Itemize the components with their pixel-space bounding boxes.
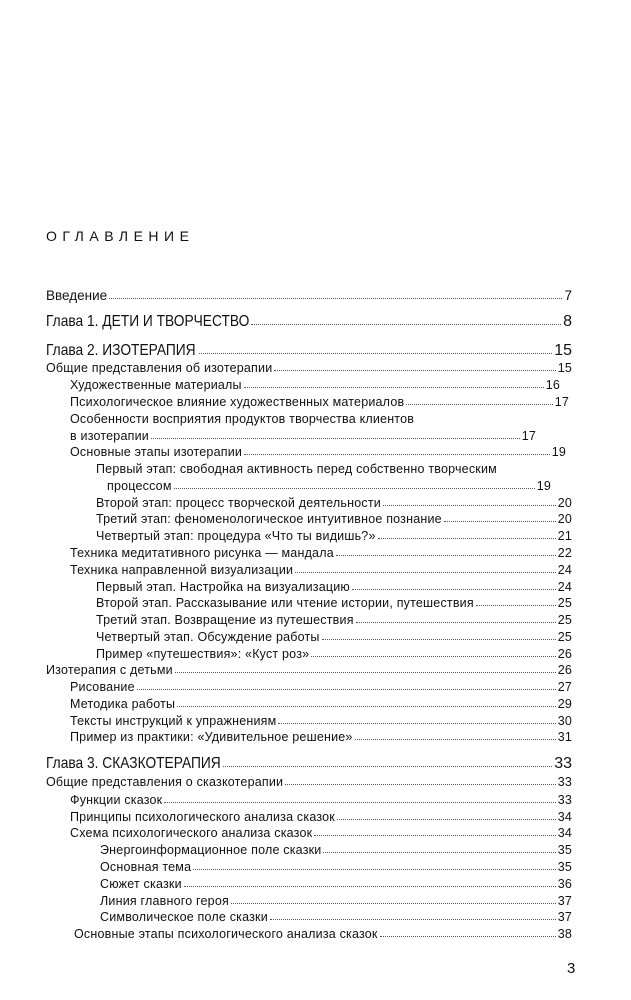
leader-dots xyxy=(199,353,552,354)
toc-entry-page: 26 xyxy=(557,647,572,661)
leader-dots xyxy=(137,689,556,690)
toc-entry-page: 30 xyxy=(557,714,572,728)
toc-entry-title: Пример «путешествия»: «Куст роз» xyxy=(96,647,310,661)
toc-entry-title: Энергоинформационное поле сказки xyxy=(100,843,322,857)
toc-entry xyxy=(96,497,572,510)
leader-dots xyxy=(378,538,556,539)
leader-dots xyxy=(323,852,555,853)
toc-entry-title: Первый этап: свободная активность перед собственно творческим xyxy=(96,462,497,476)
toc-entry-page: 21 xyxy=(557,529,572,543)
toc-entry xyxy=(96,513,572,526)
toc-entry-title: Основные этапы изотерапии xyxy=(70,445,243,459)
leader-dots xyxy=(270,919,556,920)
toc-entry xyxy=(74,928,572,941)
toc-entry-page: 37 xyxy=(557,910,572,924)
leader-dots xyxy=(184,886,556,887)
toc-entry xyxy=(70,731,572,744)
toc-entry-title: Изотерапия с детьми xyxy=(46,663,173,677)
toc-entry-page: 35 xyxy=(557,860,572,874)
toc-entry-title: Линия главного героя xyxy=(100,894,229,908)
leader-dots xyxy=(356,622,556,623)
leader-dots xyxy=(174,488,535,489)
toc-entry xyxy=(70,794,572,807)
leader-dots xyxy=(314,835,555,836)
toc-entry-title: Третий этап: феноменологическое интуитивное познание xyxy=(96,512,442,526)
toc-entry-page: 33 xyxy=(554,755,572,772)
toc-entry-page: 17 xyxy=(521,429,536,443)
toc-entry-title: Введение xyxy=(46,288,108,303)
toc-entry xyxy=(96,530,572,543)
leader-dots xyxy=(380,936,556,937)
toc-entry-title: Художественные материалы xyxy=(70,378,242,392)
toc-entry-page: 20 xyxy=(557,496,572,510)
leader-dots xyxy=(193,869,555,870)
toc-entry-page: 15 xyxy=(554,342,572,359)
leader-dots xyxy=(274,370,555,371)
page-number: 3 xyxy=(567,960,576,977)
toc-entry xyxy=(46,664,572,677)
toc-entry xyxy=(70,547,572,560)
leader-dots xyxy=(406,404,552,405)
toc-entry-page: 19 xyxy=(551,445,566,459)
toc-entry-page: 25 xyxy=(557,613,572,627)
toc-entry-page: 17 xyxy=(554,395,569,409)
leader-dots xyxy=(311,656,555,657)
toc-entry-page: 27 xyxy=(557,680,572,694)
toc-entry-page: 15 xyxy=(557,361,572,375)
leader-dots xyxy=(175,672,556,673)
leader-dots xyxy=(295,572,555,573)
toc-entry-title: Основная тема xyxy=(100,860,192,874)
toc-entry-title: Второй этап: процесс творческой деятельности xyxy=(96,496,381,510)
leader-dots xyxy=(223,766,552,767)
toc-entry xyxy=(96,648,572,661)
toc-entry-page: 31 xyxy=(557,730,572,744)
toc-entry-title: Рисование xyxy=(70,680,135,694)
toc-entry-title: Функции сказок xyxy=(70,793,163,807)
leader-dots xyxy=(383,505,556,506)
toc-entry xyxy=(70,681,572,694)
leader-dots xyxy=(322,639,556,640)
toc-entry-title: Сюжет сказки xyxy=(100,877,182,891)
toc-entry xyxy=(96,631,572,644)
toc-entry-title: Четвертый этап. Обсуждение работы xyxy=(96,630,320,644)
toc-entry-page: 24 xyxy=(557,563,572,577)
leader-dots xyxy=(336,555,556,556)
toc-entry-title: Общие представления о сказкотерапии xyxy=(46,775,284,789)
toc-entry-title: Тексты инструкций к упражнениям xyxy=(70,714,277,728)
toc-entry-page: 16 xyxy=(545,378,560,392)
toc-entry-title: Глава 1. ДЕТИ И ТВОРЧЕСТВО xyxy=(46,313,250,330)
toc-entry-page: 34 xyxy=(557,810,572,824)
leader-dots xyxy=(244,454,550,455)
toc-entry-page: 36 xyxy=(557,877,572,891)
toc-entry-page: 19 xyxy=(536,479,551,493)
leader-dots xyxy=(231,903,556,904)
leader-dots xyxy=(278,723,555,724)
toc-entry-page: 25 xyxy=(557,630,572,644)
leader-dots xyxy=(352,589,556,590)
toc-entry xyxy=(100,844,572,857)
toc-entry xyxy=(46,289,572,303)
toc-entry-title: в изотерапии xyxy=(70,429,149,443)
toc-entry xyxy=(107,480,551,493)
toc-entry-page: 24 xyxy=(557,580,572,594)
toc-entry xyxy=(96,614,572,627)
toc-entry-page: 35 xyxy=(557,843,572,857)
leader-dots xyxy=(444,521,556,522)
leader-dots xyxy=(177,706,555,707)
toc-entry xyxy=(96,597,572,610)
toc-entry-page: 33 xyxy=(557,775,572,789)
leader-dots xyxy=(151,438,520,439)
toc-entry-page: 38 xyxy=(557,927,572,941)
toc-entry-title: Схема психологического анализа сказок xyxy=(70,826,313,840)
toc-entry xyxy=(70,430,536,443)
leader-dots xyxy=(355,739,556,740)
leader-dots xyxy=(244,387,544,388)
toc-entry-page: 37 xyxy=(557,894,572,908)
toc-chapter xyxy=(46,756,572,772)
toc-entry-title: Глава 3. СКАЗКОТЕРАПИЯ xyxy=(46,755,221,772)
toc-entry xyxy=(46,776,572,789)
leader-dots xyxy=(337,819,556,820)
toc-entry-title: Четвертый этап: процедура «Что ты видишь?» xyxy=(96,529,376,543)
leader-dots xyxy=(164,802,555,803)
toc-entry xyxy=(70,715,572,728)
toc-entry-title: Символическое поле сказки xyxy=(100,910,268,924)
toc-entry-title: Общие представления об изотерапии xyxy=(46,361,273,375)
toc-entry-page: 8 xyxy=(563,313,572,330)
toc-entry-title: Принципы психологического анализа сказок xyxy=(70,810,335,824)
toc-entry-page: 25 xyxy=(557,596,572,610)
toc-entry xyxy=(70,564,572,577)
toc-entry xyxy=(100,911,572,924)
toc-entry-title: Особенности восприятия продуктов творчества клиентов xyxy=(70,412,415,426)
toc-entry-title: Пример из практики: «Удивительное решение» xyxy=(70,730,353,744)
toc-entry-title: Методика работы xyxy=(70,697,176,711)
leader-dots xyxy=(251,324,561,325)
leader-dots xyxy=(109,298,562,299)
toc-entry-page: 22 xyxy=(557,546,572,560)
toc-entry xyxy=(70,811,572,824)
toc-entry xyxy=(70,698,572,711)
toc-entry-title: Глава 2. ИЗОТЕРАПИЯ xyxy=(46,342,196,359)
toc-entry xyxy=(46,362,572,375)
toc-entry-page: 7 xyxy=(564,288,572,303)
toc-entry-title: Техника медитативного рисунка — мандала xyxy=(70,546,334,560)
toc-entry-title: Третий этап. Возвращение из путешествия xyxy=(96,613,354,627)
toc-entry xyxy=(70,446,566,459)
toc-entry xyxy=(100,895,572,908)
toc-entry xyxy=(70,396,569,409)
toc-entry-page: 20 xyxy=(557,512,572,526)
toc-entry-title: Техника направленной визуализации xyxy=(70,563,294,577)
toc-entry xyxy=(100,878,572,891)
toc-entry xyxy=(70,827,572,840)
toc-entry-title: Второй этап. Рассказывание или чтение истории, путешествия xyxy=(96,596,474,610)
toc-entry-title: Первый этап. Настройка на визуализацию xyxy=(96,580,351,594)
toc-entry-page: 34 xyxy=(557,826,572,840)
toc-chapter xyxy=(46,343,572,359)
toc-entry-title: Психологическое влияние художественных материалов xyxy=(70,395,405,409)
toc-entry xyxy=(100,861,572,874)
toc-entry-title: процессом xyxy=(107,479,172,493)
leader-dots xyxy=(476,605,556,606)
toc-entry xyxy=(96,581,572,594)
toc-entry-page: 29 xyxy=(557,697,572,711)
leader-dots xyxy=(285,784,555,785)
toc-entry-page: 26 xyxy=(557,663,572,677)
toc-entry-title: Основные этапы психологического анализа сказок xyxy=(74,927,378,941)
toc-heading: ОГЛАВЛЕНИЕ xyxy=(46,228,195,244)
toc-entry-page: 33 xyxy=(557,793,572,807)
toc-chapter xyxy=(46,314,572,330)
toc-entry xyxy=(70,379,560,392)
